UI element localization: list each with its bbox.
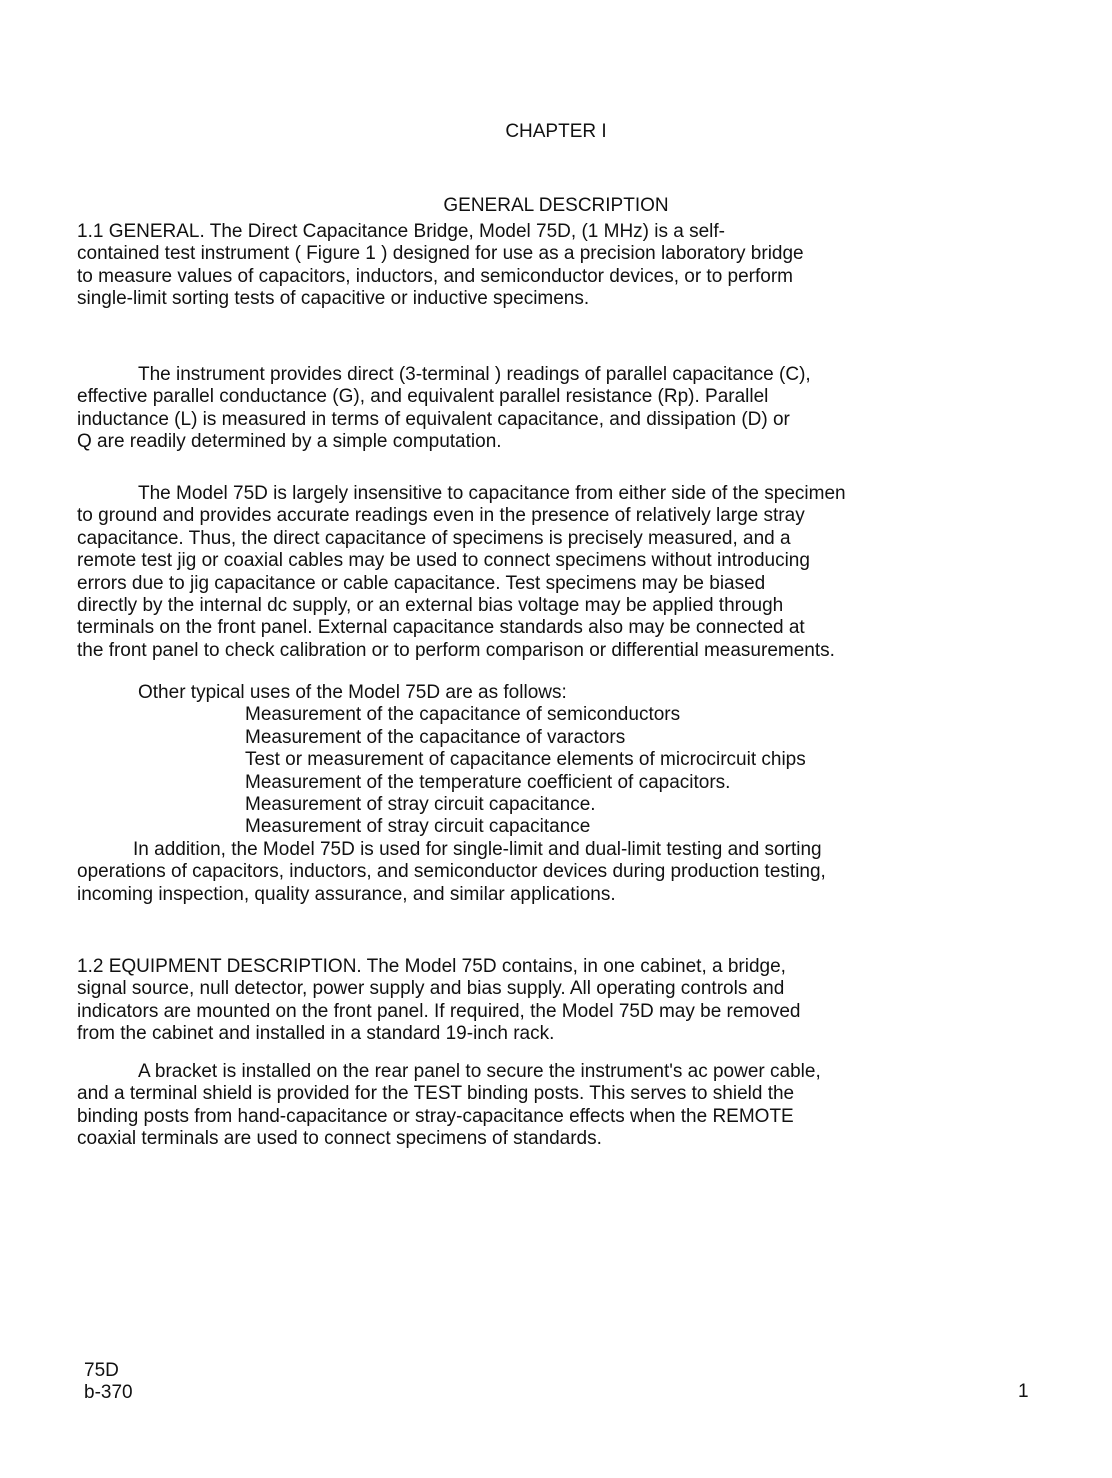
list-item: Measurement of the capacitance of semiconductors — [245, 704, 681, 726]
section-title: GENERAL DESCRIPTION — [443, 195, 669, 216]
text-line: operations of capacitors, inductors, and semiconductor devices during production testing, — [77, 861, 826, 883]
text-line: from the cabinet and installed in a standard 19-inch rack. — [77, 1023, 555, 1045]
text-line: inductance (L) is measured in terms of equivalent capacitance, and dissipation (D) or — [77, 408, 790, 430]
list-item: Measurement of stray circuit capacitance — [245, 816, 591, 838]
text-line: indicators are mounted on the front panel. If required, the Model 75D may be removed — [77, 1000, 801, 1022]
paragraph-equipment — [77, 956, 800, 1046]
text-line: 1.1 GENERAL. The Direct Capacitance Bridge, Model 75D, (1 MHz) is a self- — [77, 221, 726, 242]
page-number: 1 — [1018, 1381, 1029, 1402]
list-item: Measurement of stray circuit capacitance. — [245, 793, 596, 815]
text-line: effective parallel conductance (G), and equivalent parallel resistance (Rp). Parallel — [77, 386, 769, 408]
paragraph-bracket — [77, 1061, 821, 1151]
text-line: single-limit sorting tests of capacitive or inductive specimens. — [77, 288, 590, 310]
uses-list — [77, 704, 826, 838]
text-line: terminals on the front panel. External capacitance standards also may be connected at — [77, 617, 805, 639]
paragraph-readings — [77, 364, 811, 454]
text-line: to ground and provides accurate readings even in the presence of relatively large stray — [77, 505, 805, 527]
text-line: coaxial terminals are used to connect specimens of standards. — [77, 1128, 602, 1150]
text-line: and a terminal shield is provided for the TEST binding posts. This serves to shield the — [77, 1083, 795, 1105]
paragraph-general — [77, 221, 804, 311]
text-line: directly by the internal dc supply, or an external bias voltage may be applied through — [77, 594, 784, 616]
text-line: Q are readily determined by a simple computation. — [77, 431, 502, 453]
text-line: signal source, null detector, power supply and bias supply. All operating controls and — [77, 978, 785, 1000]
text-line: to measure values of capacitors, inductors, and semiconductor devices, or to perform — [77, 265, 794, 287]
text-line: 1.2 EQUIPMENT DESCRIPTION. The Model 75D contains, in one cabinet, a bridge, — [77, 956, 786, 977]
list-item: Test or measurement of capacitance elements of microcircuit chips — [245, 749, 806, 771]
footer-model: 75D — [84, 1360, 119, 1381]
text-line: capacitance. Thus, the direct capacitance of specimens is precisely measured, and a — [77, 527, 791, 549]
text-line: the front panel to check calibration or to perform comparison or differential measurements. — [77, 639, 835, 661]
footer-id — [84, 1360, 133, 1405]
text-line: binding posts from hand-capacitance or stray-capacitance effects when the REMOTE — [77, 1105, 794, 1127]
paragraph-uses — [77, 682, 826, 906]
text-line: contained test instrument ( Figure 1 ) designed for use as a precision laboratory bridge — [77, 243, 804, 265]
text-line: The instrument provides direct (3-terminal ) readings of parallel capacitance (C), — [138, 364, 811, 385]
list-item: Measurement of the temperature coefficient of capacitors. — [245, 771, 731, 793]
text-line: remote test jig or coaxial cables may be used to connect specimens without introducing — [77, 550, 810, 572]
footer-code: b-370 — [84, 1382, 133, 1404]
text-line: In addition, the Model 75D is used for single-limit and dual-limit testing and sorting — [133, 838, 822, 860]
text-line: errors due to jig capacitance or cable capacitance. Test specimens may be biased — [77, 572, 766, 594]
text-line: incoming inspection, quality assurance, and similar applications. — [77, 883, 616, 905]
list-item: Measurement of the capacitance of varactors — [245, 726, 626, 748]
paragraph-insensitive — [77, 483, 846, 662]
text-line: A bracket is installed on the rear panel to secure the instrument's ac power cable, — [138, 1061, 821, 1082]
text-line: Other typical uses of the Model 75D are as follows: — [138, 682, 567, 703]
chapter-heading: CHAPTER I — [505, 121, 607, 142]
text-line: The Model 75D is largely insensitive to capacitance from either side of the specimen — [138, 483, 846, 504]
